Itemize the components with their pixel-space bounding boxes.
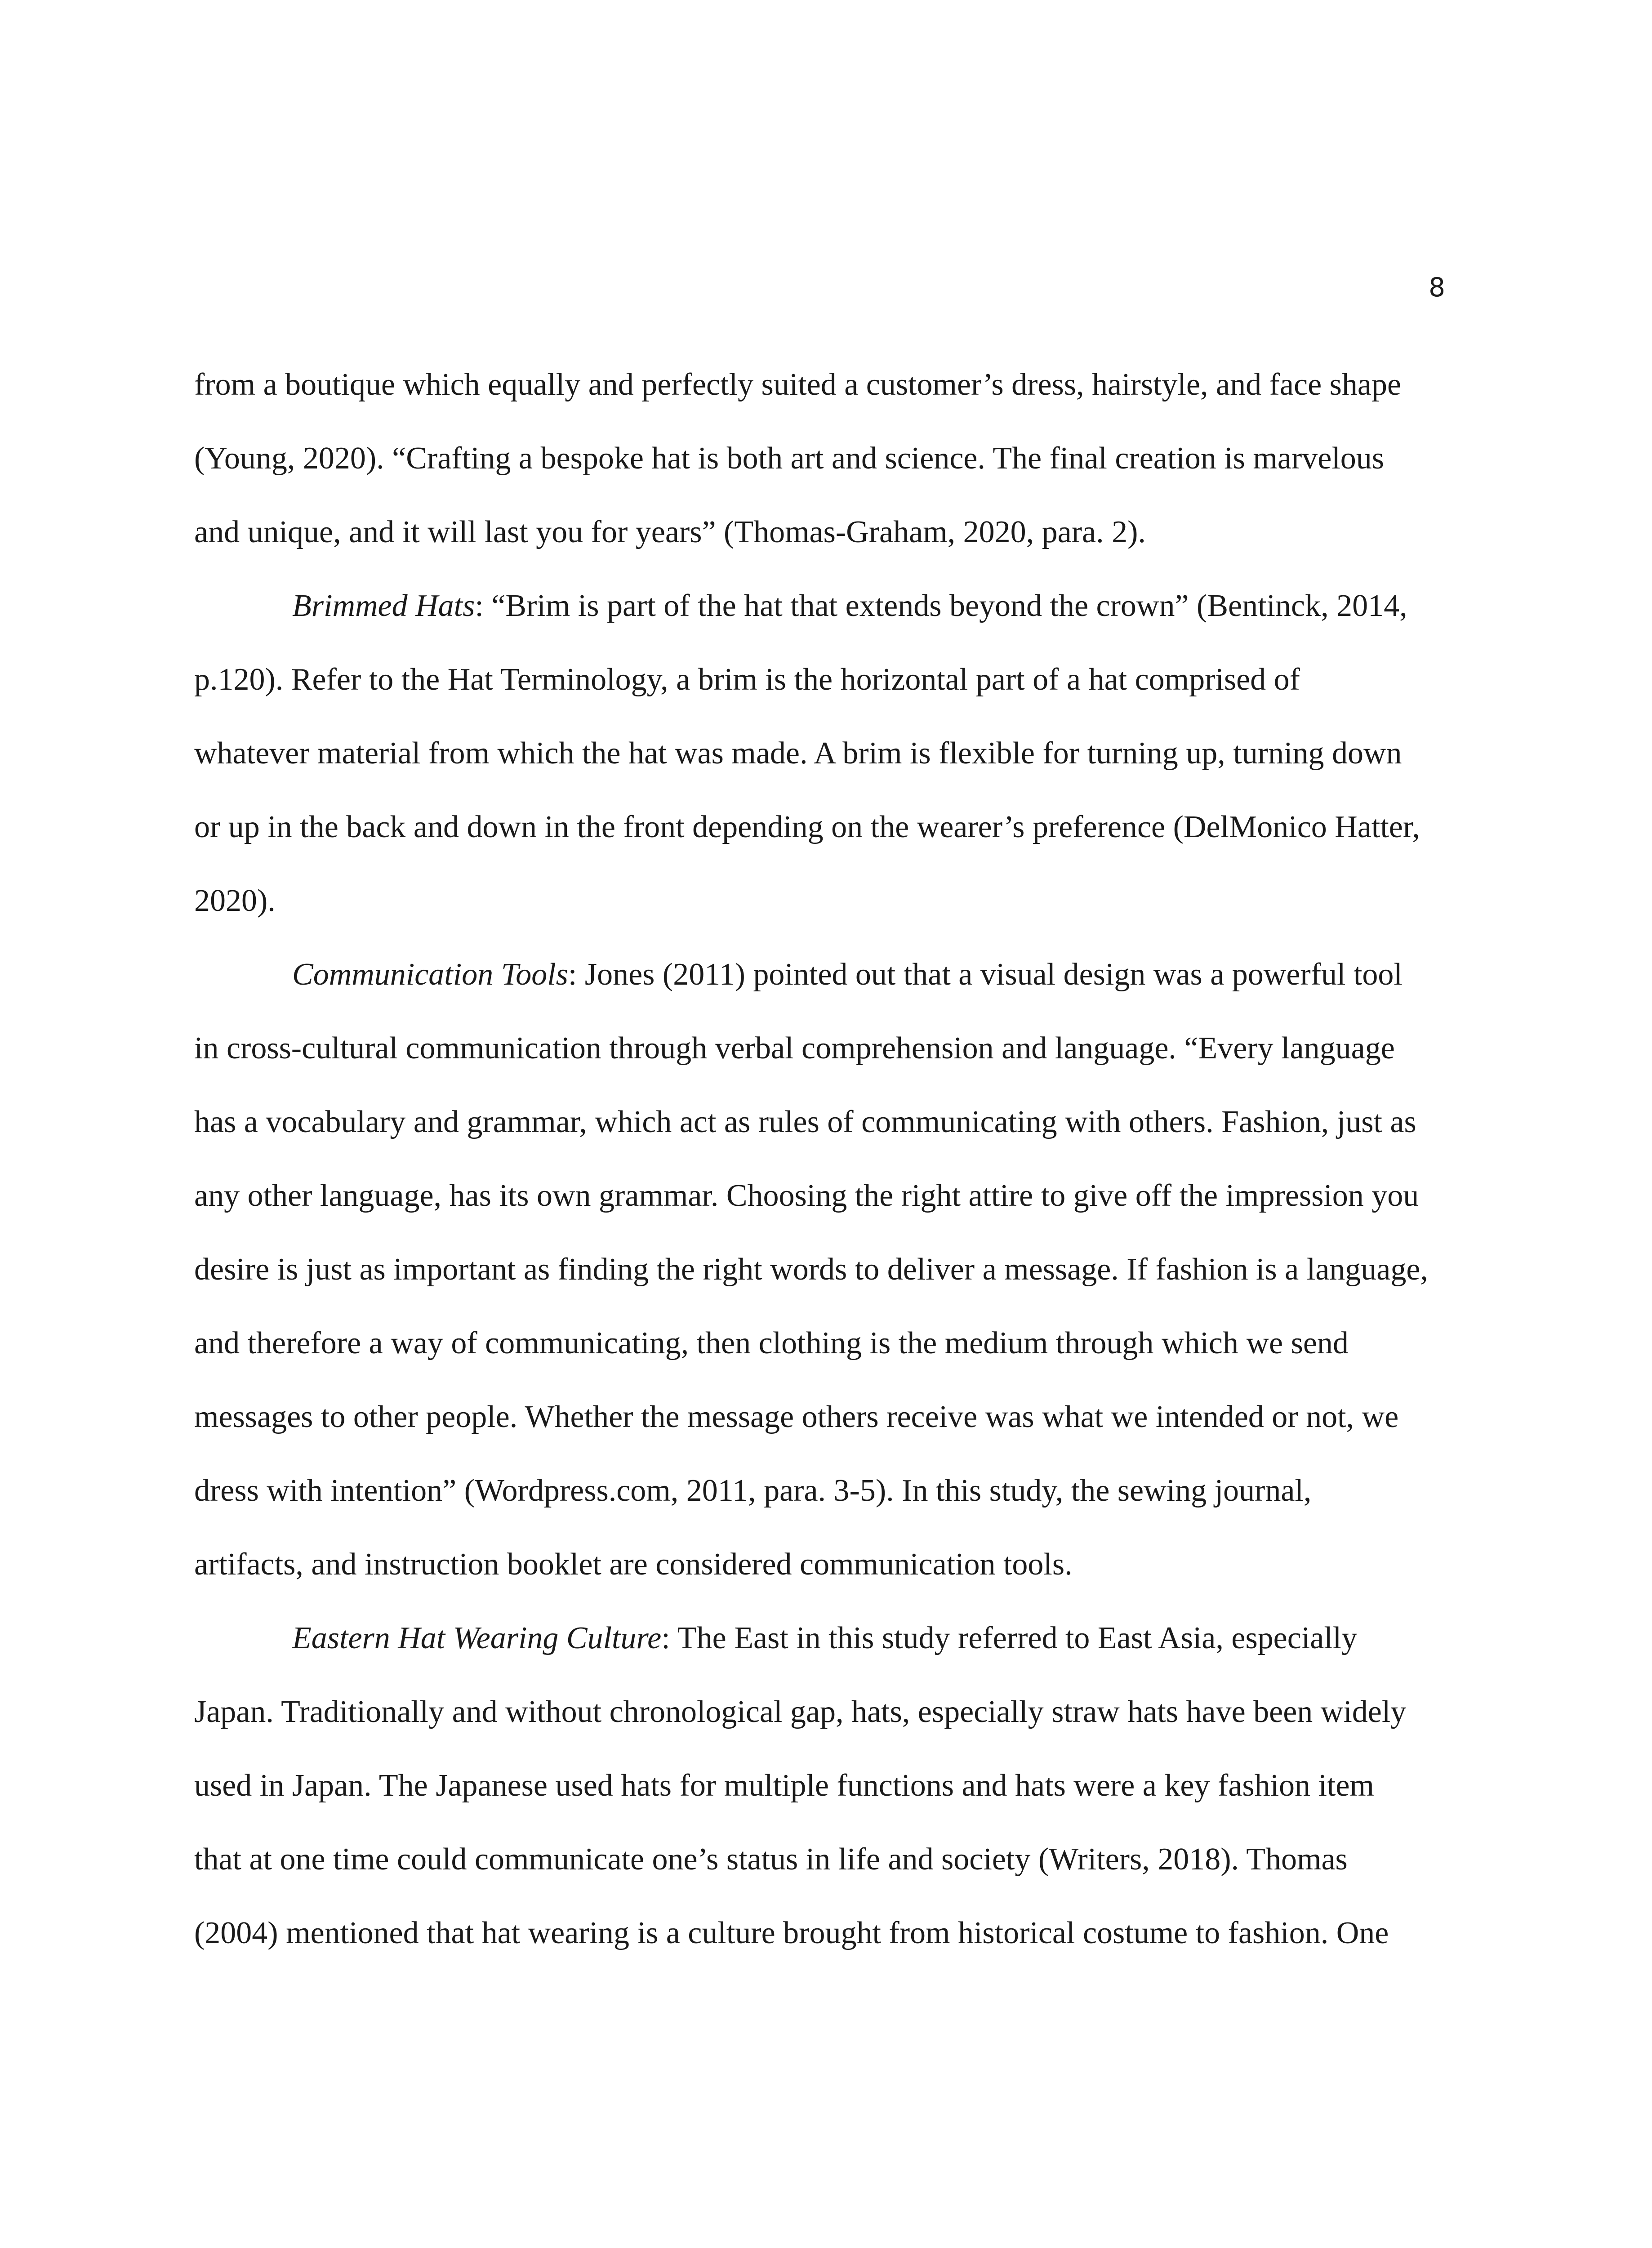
paragraph-2-line-1-text: : “Brim is part of the hat that extends beyond the crown” (Bentinck, 2014,	[475, 589, 1407, 623]
paragraph-4-line-3: used in Japan. The Japanese used hats for multiple functions and hats were a key fashion item	[194, 1768, 1374, 1803]
eastern-hat-wearing-culture-heading: Eastern Hat Wearing Culture	[292, 1621, 662, 1655]
paragraph-3-line-9: artifacts, and instruction booklet are considered communication tools.	[194, 1547, 1073, 1582]
communication-tools-heading: Communication Tools	[292, 957, 568, 992]
paragraph-4-line-5: (2004) mentioned that hat wearing is a culture brought from historical costume to fashion. One	[194, 1916, 1389, 1950]
page-number: 8	[1429, 272, 1445, 303]
paragraph-1-line-1: from a boutique which equally and perfectly suited a customer’s dress, hairstyle, and face shape	[194, 367, 1402, 402]
paragraph-2-line-3: whatever material from which the hat was made. A brim is flexible for turning up, turning down	[194, 736, 1402, 771]
paragraph-2-line-4: or up in the back and down in the front depending on the wearer’s preference (DelMonico Hatter,	[194, 810, 1420, 844]
paragraph-4-line-4: that at one time could communicate one’s status in life and society (Writers, 2018). Thomas	[194, 1842, 1348, 1877]
brimmed-hats-heading: Brimmed Hats	[292, 589, 475, 623]
paragraph-4-line-1	[194, 1620, 1457, 1657]
paragraph-1-line-3: and unique, and it will last you for years” (Thomas-Graham, 2020, para. 2).	[194, 515, 1146, 549]
paragraph-3-line-1	[194, 956, 1457, 993]
paragraph-3-line-5: desire is just as important as finding the right words to deliver a message. If fashion is a language,	[194, 1252, 1428, 1287]
paragraph-3-line-2: in cross-cultural communication through verbal comprehension and language. “Every language	[194, 1031, 1395, 1066]
paragraph-3-line-4: any other language, has its own grammar. Choosing the right attire to give off the impression you	[194, 1178, 1419, 1213]
paragraph-2-line-1	[194, 588, 1457, 624]
paragraph-4-line-1-text: : The East in this study referred to East Asia, especially	[661, 1621, 1358, 1655]
body-text	[194, 366, 1457, 1989]
paragraph-3-line-8: dress with intention” (Wordpress.com, 2011, para. 3-5). In this study, the sewing journal,	[194, 1473, 1312, 1508]
paragraph-1-line-2: (Young, 2020). “Crafting a bespoke hat is both art and science. The final creation is marvelous	[194, 441, 1385, 476]
paragraph-2-line-5: 2020).	[194, 883, 276, 918]
paragraph-3-line-6: and therefore a way of communicating, then clothing is the medium through which we send	[194, 1326, 1349, 1360]
paragraph-3-line-1-text: : Jones (2011) pointed out that a visual design was a powerful tool	[568, 957, 1403, 992]
paragraph-4-line-2: Japan. Traditionally and without chronological gap, hats, especially straw hats have been widely	[194, 1695, 1407, 1729]
paragraph-3-line-7: messages to other people. Whether the message others receive was what we intended or not, we	[194, 1400, 1399, 1434]
paragraph-3-line-3: has a vocabulary and grammar, which act as rules of communicating with others. Fashion, just as	[194, 1105, 1416, 1139]
paragraph-2-line-2: p.120). Refer to the Hat Terminology, a brim is the horizontal part of a hat comprised of	[194, 662, 1300, 697]
